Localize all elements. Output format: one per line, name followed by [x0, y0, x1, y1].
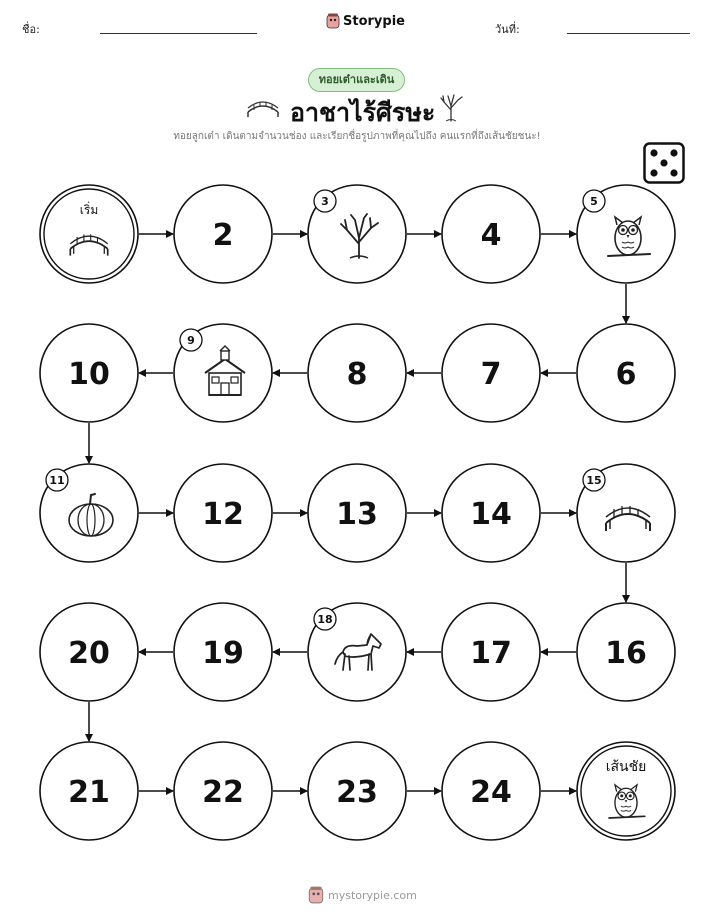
space-number: 13 — [336, 497, 378, 532]
finish-label: เส้นชัย — [605, 759, 647, 775]
start-space — [40, 185, 138, 283]
name-label: ชื่อ: — [22, 23, 40, 36]
page-title: อาชาไร้ศีรษะ — [290, 98, 436, 127]
board-space — [40, 464, 138, 562]
space-number: 14 — [470, 497, 512, 532]
board-space — [442, 742, 540, 840]
board-space — [308, 603, 406, 701]
board-space — [40, 742, 138, 840]
board-space — [577, 603, 675, 701]
space-number: 15 — [586, 474, 602, 487]
space-number: 24 — [470, 775, 512, 810]
space-number: 4 — [480, 218, 502, 253]
board-space — [174, 324, 272, 422]
space-number: 16 — [605, 636, 647, 671]
space-number: 21 — [68, 775, 110, 810]
board-space — [174, 742, 272, 840]
space-number: 17 — [470, 636, 512, 671]
board-space — [308, 185, 406, 283]
space-number: 23 — [336, 775, 378, 810]
space-number: 3 — [321, 195, 329, 208]
space-number: 22 — [202, 775, 244, 810]
board-space — [40, 324, 138, 422]
board-space — [174, 185, 272, 283]
space-number: 12 — [202, 497, 244, 532]
board-space — [577, 324, 675, 422]
start-label: เริ่ม — [79, 203, 99, 217]
brand-name: Storypie — [343, 13, 405, 29]
board-space — [174, 464, 272, 562]
space-number: 8 — [346, 357, 368, 392]
space-number: 7 — [480, 357, 502, 392]
board-space — [308, 324, 406, 422]
board-space — [442, 324, 540, 422]
space-number: 10 — [68, 357, 110, 392]
board-space — [40, 603, 138, 701]
space-number: 6 — [615, 357, 637, 392]
board-space — [577, 185, 675, 283]
space-number: 2 — [212, 218, 234, 253]
game-tag: ทอยเต๋าและเดิน — [308, 68, 405, 92]
board-space — [577, 464, 675, 562]
date-label: วันที่: — [495, 23, 520, 36]
instructions: ทอยลูกเต๋า เดินตามจำนวนช่อง และเรียกชื่อรูปภาพที่คุณไปถึง คนแรกที่ถึงเส้นชัยชนะ! — [173, 131, 541, 142]
board-space — [308, 742, 406, 840]
mascot-icon — [308, 886, 324, 904]
space-number: 5 — [590, 195, 598, 208]
space-number: 19 — [202, 636, 244, 671]
footer — [308, 886, 417, 904]
board-space — [442, 464, 540, 562]
finish-space — [577, 742, 675, 840]
space-number: 18 — [317, 613, 333, 626]
board-space — [308, 464, 406, 562]
space-number: 11 — [49, 474, 65, 487]
board-space — [442, 185, 540, 283]
footer-url: mystorypie.com — [328, 888, 417, 902]
space-number: 20 — [68, 636, 110, 671]
board-space — [442, 603, 540, 701]
board-space — [174, 603, 272, 701]
space-number: 9 — [187, 334, 195, 347]
